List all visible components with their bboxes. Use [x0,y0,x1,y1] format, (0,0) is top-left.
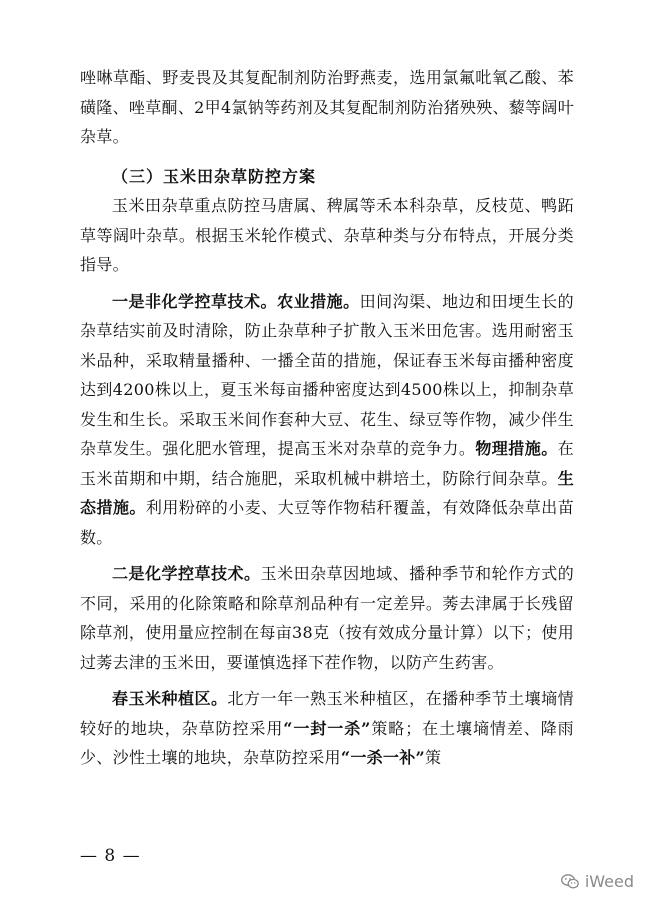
physical-measures-title: 物理措施。 [475,439,558,458]
ecological-measures-title: 生态措施。 [80,468,574,517]
watermark-label: iWeed [584,872,634,891]
watermark [561,872,634,891]
strategy-kill-supplement: “一杀一补” [340,748,426,767]
wechat-icon [561,874,579,889]
paragraph-spring-corn [80,684,574,773]
chemical-title: 二是化学控草技术。 [112,564,261,583]
paragraph-non-chemical [80,287,574,553]
page-number: — 8 — [80,846,141,866]
strategy-seal-kill: “一封一杀” [283,718,371,738]
section-heading-corn: （三）玉米田杂草防控方案 [112,166,317,186]
agricultural-measures-text: 田间沟渠、地边和田埂生长的杂草结实前及时清除，防止杂草种子扩散入玉米田危害。选用耐密玉米品种，采取精量播种、一播全苗的措施，保证春玉米每亩播种密度达到4200株以上，夏玉米每亩播种密度达到4500株以上，抑制杂草发生和生长。采取玉米间作套种大豆、花生、绿豆等作物，减少伴生杂草发生。强化肥水管理，提高玉米对杂草的竞争力。 [80,291,574,458]
spring-corn-text-1: 北方一年一熟玉米种植区，在播种季节土壤墒情较好的地块，杂草防控采用 [80,689,574,738]
spring-corn-text-2: 策略；在土壤墒情差、降雨少、沙性土壤的地块，杂草防控采用 [80,718,574,767]
paragraph-herbicides-wheat: 唑啉草酯、野麦畏及其复配制剂防治野燕麦，选用氯氟吡氧乙酸、苯磺隆、唑草酮、2甲4氯钠等药剂及其复配制剂防治猪殃殃、藜等阔叶杂草。 [80,68,574,146]
physical-measures-text: 在玉米苗期和中期，结合施肥，采取机械中耕培土，防除行间杂草。 [80,439,574,488]
document-body [80,63,574,773]
chemical-text: 玉米田杂草因地域、播种季节和轮作方式的不同，采用的化除策略和除草剂品种有一定差异。莠去津属于长残留除草剂，使用量应控制在每亩38克（按有效成分量计算）以下；使用过莠去津的玉米田，要谨慎选择下茬作物，以防产生药害。 [80,564,575,672]
non-chemical-title: 一是非化学控草技术。 [112,291,278,311]
paragraph-chemical [80,559,574,677]
spring-corn-text-3: 策 [425,748,442,767]
paragraph-corn-overview: 玉米田杂草重点防控马唐属、稗属等禾本科杂草，反枝苋、鸭跖草等阔叶杂草。根据玉米轮作模式、杂草种类与分布特点，开展分类指导。 [80,196,574,274]
agricultural-measures-title: 农业措施。 [277,291,360,311]
ecological-measures-text: 利用粉碎的小麦、大豆等作物秸秆覆盖，有效降低杂草出苗数。 [80,498,574,547]
spring-corn-title: 春玉米种植区。 [112,689,228,708]
